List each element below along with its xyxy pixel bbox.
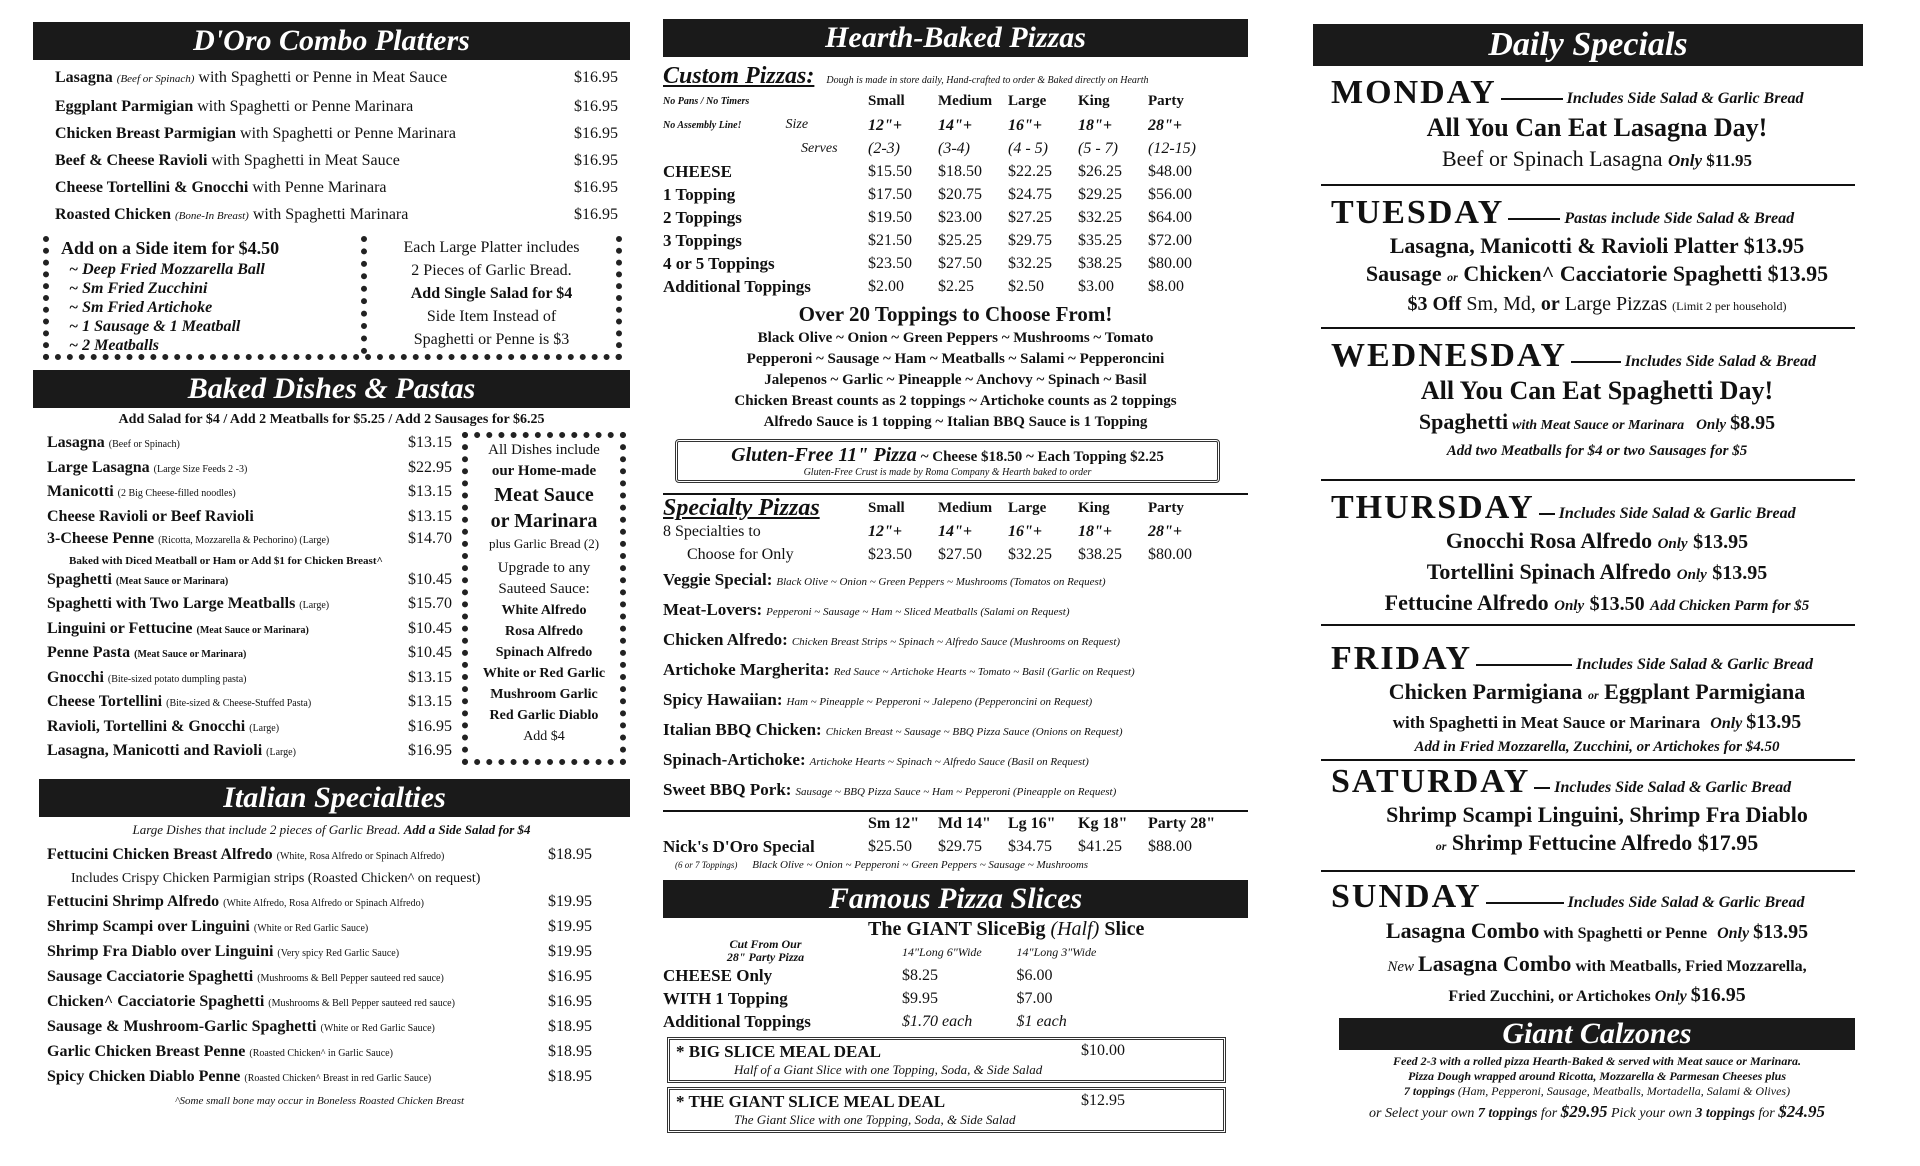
baked-item: Spaghetti (Meat Sauce or Marinara) $10.45 <box>47 570 452 588</box>
nicks-special-name: Nick's D'Oro Special <box>663 837 815 856</box>
italian-item: Spicy Chicken Diablo Penne (Roasted Chicken^ Breast in red Garlic Sauce) $18.95 <box>47 1067 592 1085</box>
side-items: Add on a Side item for $4.50 ~ Deep Fried Mozzarella Ball ~ Sm Fried Zucchini ~ Sm Fried Artichoke ~ 1 Sausage & 1 Meatball ~ 2 Meatballs <box>61 238 280 354</box>
combo-item: Cheese Tortellini & Gnocchi with Penne Marinara $16.95 <box>55 179 618 196</box>
pizza-row-3-toppings: 3 Toppings $21.50 $25.25 $29.75 $35.25 $72.00 <box>663 231 1192 250</box>
baked-item: Penne Pasta (Meat Sauce or Marinara) $10.45 <box>47 644 452 661</box>
divider <box>1321 624 1855 626</box>
combo-header: D'Oro Combo Platters <box>33 22 630 60</box>
italian-item: Garlic Chicken Breast Penne (Roasted Chicken^ in Garlic Sauce) $18.95 <box>47 1042 592 1060</box>
baked-item: Lasagna, Manicotti and Ravioli (Large) $16.95 <box>47 742 452 759</box>
left-column <box>33 0 630 1112</box>
custom-pizza-title-row <box>663 63 1248 90</box>
giant-slice-header: The GIANT Slice <box>868 918 1017 940</box>
pizza-row-additional: Additional Toppings $2.00 $2.25 $2.50 $3.00 $8.00 <box>663 277 1184 296</box>
combo-sides-box <box>43 236 622 360</box>
big-slice-deal: * BIG SLICE MEAL DEAL $10.00 Half of a Giant Slice with one Topping, Soda, & Side Salad <box>667 1037 1226 1083</box>
specialty-item: Sweet BBQ Pork: Sausage ~ BBQ Pizza Sauce ~ Ham ~ Pepperoni (Pineapple on Request) <box>663 780 1117 799</box>
divider <box>1321 870 1855 872</box>
pizza-row-1-topping: 1 Topping $17.50 $20.75 $24.75 $29.25 $56.00 <box>663 185 1192 204</box>
baked-header: Baked Dishes & Pastas <box>33 370 630 408</box>
baked-item: Manicotti (2 Big Cheese-filled noodles) $13.15 <box>47 483 452 500</box>
right-column <box>1313 0 1863 1127</box>
divider <box>1321 184 1855 186</box>
italian-intro: Large Dishes that include 2 pieces of Garlic Bread. Add a Side Salad for $4 <box>132 821 531 837</box>
baked-item: Cheese Ravioli or Beef Ravioli $13.15 <box>47 507 452 525</box>
specialty-list <box>663 566 1248 806</box>
italian-list <box>33 843 592 1112</box>
divider <box>1321 327 1855 329</box>
baked-sauce-box: All Dishes include our Home-made Meat Sauce or Marinara plus Garlic Bread (2) Upgrade to any Sauteed Sauce: White Alfredo Rosa Alfredo Spinach Alfredo White or Red Garlic Mushroom Garlic Red Garlic Diablo Add $4 <box>462 432 626 765</box>
pizza-header: Hearth-Baked Pizzas <box>663 19 1248 57</box>
specialty-item: Artichoke Margherita: Red Sauce ~ Artichoke Hearts ~ Tomato ~ Basil (Garlic on Request) <box>663 660 1135 679</box>
baked-item: Lasagna (Beef or Spinach) $13.15 <box>47 434 452 451</box>
slices-header: Famous Pizza Slices <box>663 880 1248 918</box>
specialty-item: Spicy Hawaiian: Ham ~ Pineapple ~ Pepperoni ~ Jalepeno (Pepperoncini on Request) <box>663 690 1093 709</box>
specialty-item: Chicken Alfredo: Chicken Breast Strips ~ Spinach ~ Alfredo Sauce (Mushrooms on Request) <box>663 630 1121 649</box>
baked-penne-note: Baked with Diced Meatball or Ham or Add $1 for Chicken Breast^ <box>69 554 383 567</box>
specialty-title: Specialty Pizzas <box>663 495 820 521</box>
italian-footnote: ^Some small bone may occur in Boneless Roasted Chicken Breast <box>174 1094 465 1107</box>
italian-header: Italian Specialties <box>39 779 630 817</box>
slice-row: Additional Toppings $1.70 each $1 each <box>663 1012 1067 1031</box>
italian-item: Chicken^ Cacciatorie Spaghetti (Mushrooms & Bell Pepper sauteed red sauce) $16.95 <box>47 992 592 1010</box>
tuesday-special: TUESDAY Pastas include Side Salad & Bread Lasagna, Manicotti & Ravioli Platter $13.95 Sausage or Chicken^ Cacciatorie Spaghetti $13.95 $3 Off Sm, Md, or Large Pizzas (Limit 2 per household) <box>1331 194 1829 315</box>
italian-item: Fettucini Chicken Breast Alfredo (White, Rosa Alfredo or Spinach Alfredo) $18.95 <box>47 845 592 863</box>
specialty-item: Meat-Lovers: Pepperoni ~ Sausage ~ Ham ~ Sliced Meatballs (Salami on Request) <box>663 600 1070 619</box>
baked-item: Linguini or Fettucine (Meat Sauce or Marinara) $10.45 <box>47 619 452 637</box>
combo-list <box>33 60 630 230</box>
baked-list <box>47 432 452 765</box>
slice-row: CHEESE Only $8.25 $6.00 <box>663 966 1053 985</box>
nicks-special-desc: (6 or 7 Toppings) Black Olive ~ Onion ~ Pepperoni ~ Green Peppers ~ Sausage ~ Mushrooms <box>675 859 1089 871</box>
calzones-pricing: or Select your own 7 toppings for $29.95 Pick your own 3 toppings for $24.95 <box>1369 1102 1825 1121</box>
giant-slice-deal: * THE GIANT SLICE MEAL DEAL $12.95 The Giant Slice with one Topping, Soda, & Side Salad <box>667 1087 1226 1133</box>
combo-item: Eggplant Parmigian with Spaghetti or Penne Marinara $16.95 <box>55 98 618 115</box>
italian-item: Shrimp Fra Diablo over Linguini (Very spicy Red Garlic Sauce) $19.95 <box>47 942 592 960</box>
combo-item: Beef & Cheese Ravioli with Spaghetti in Meat Sauce $16.95 <box>55 152 618 169</box>
middle-column <box>663 0 1248 1137</box>
friday-special: FRIDAY Includes Side Salad & Garlic Bread Chicken Parmigiana or Eggplant Parmigiana with Spaghetti in Meat Sauce or Marinara Only $13.95 Add in Fried Mozzarella, Zucchini, or Artichokes for $4.50 <box>1331 640 1813 755</box>
daily-header: Daily Specials <box>1313 24 1863 66</box>
combo-item: Lasagna (Beef or Spinach) with Spaghetti or Penne in Meat Sauce $16.95 <box>55 69 618 86</box>
specialty-pizza-table: Specialty Pizzas Small Medium Large King Party 8 Specialties to 12"+ 14"+ 16"+ 18"+ 28"+ Choose for Only $23.50 $27.50 $32.25 $38.25 $80.00 <box>663 495 1192 563</box>
pizza-row-4-5-toppings: 4 or 5 Toppings $23.50 $27.50 $32.25 $38.25 $80.00 <box>663 254 1192 273</box>
baked-addons: Add Salad for $4 / Add 2 Meatballs for $5.25 / Add 2 Sausages for $6.25 <box>118 412 545 427</box>
wednesday-special: WEDNESDAY Includes Side Salad & Bread All You Can Eat Spaghetti Day! Spaghetti with Meat Sauce or Marinara Only $8.95 Add two Meatballs for $4 or two Sausages for $5 <box>1331 337 1817 459</box>
specialty-item: Veggie Special: Black Olive ~ Onion ~ Green Peppers ~ Mushrooms (Tomatos on Request) <box>663 570 1106 589</box>
nicks-special-table: Sm 12" Md 14" Lg 16" Kg 18" Party 28" Nick's D'Oro Special $25.50 $29.75 $34.75 $41.25 $88.00 <box>663 815 1216 856</box>
italian-item: Sausage & Mushroom-Garlic Spaghetti (White or Red Garlic Sauce) $18.95 <box>47 1017 592 1035</box>
baked-body <box>33 432 630 765</box>
slices-table: Cut From Our 28" Party Pizza The GIANT Slice Big (Half) Slice 14"Long 6"Wide 14"Long 3"Wide CHEESE Only $8.25 $6.00 WITH 1 Topping $9.95 $7.00 Additional Toppings $1.70 each $1 each <box>663 918 1177 1033</box>
pizza-row-cheese: CHEESE $15.50 $18.50 $22.25 $26.25 $48.00 <box>663 162 1192 181</box>
divider <box>1321 759 1855 761</box>
custom-pizza-title: Custom Pizzas: <box>663 63 815 89</box>
italian-item: Sausage Cacciatorie Spaghetti (Mushrooms & Bell Pepper sauteed red sauce) $16.95 <box>47 967 592 985</box>
italian-item: Fettucini Shrimp Alfredo (White Alfredo, Rosa Alfredo or Spinach Alfredo) $19.95 <box>47 892 592 910</box>
baked-item: Gnocchi (Bite-sized potato dumpling pasta) $13.15 <box>47 668 452 686</box>
combo-item: Chicken Breast Parmigian with Spaghetti or Penne Marinara $16.95 <box>55 125 618 142</box>
slice-row: WITH 1 Topping $9.95 $7.00 <box>663 989 1053 1008</box>
baked-item: Cheese Tortellini (Bite-sized & Cheese-Stuffed Pasta) $13.15 <box>47 693 452 710</box>
specialty-item: Spinach-Artichoke: Artichoke Hearts ~ Spinach ~ Alfredo Sauce (Basil on Request) <box>663 750 1089 769</box>
toppings-title: Over 20 Toppings to Choose From! <box>798 302 1113 326</box>
specialty-item: Italian BBQ Chicken: Chicken Breast ~ Sausage ~ BBQ Pizza Sauce (Onions on Request) <box>663 720 1123 739</box>
baked-item: 3-Cheese Penne (Ricotta, Mozzarella & Pechorino) (Large) $14.70 <box>47 530 452 547</box>
thursday-special: THURSDAY Includes Side Salad & Garlic Bread Gnocchi Rosa Alfredo Only $13.95 Tortellini Spinach Alfredo Only $13.95 Fettucine Alfredo Only $13.50 Add Chicken Parm for $5 <box>1331 489 1810 615</box>
sunday-special: SUNDAY Includes Side Salad & Garlic Bread Lasagna Combo with Spaghetti or Penne Only $13.95 New Lasagna Combo with Meatballs, Fried Mozzarella, Fried Zucchini, or Artichokes Only $16.95 <box>1331 878 1809 1006</box>
saturday-special: SATURDAY Includes Side Salad & Garlic Bread Shrimp Scampi Linguini, Shrimp Fra Diablo or Shrimp Fettucine Alfredo $17.95 <box>1331 763 1808 855</box>
calzones-header: Giant Calzones <box>1339 1018 1855 1050</box>
toppings-list: Black Olive ~ Onion ~ Green Peppers ~ Mushrooms ~ Tomato Pepperoni ~ Sausage ~ Ham ~ Meatballs ~ Salami ~ Pepperoncini Jalepenos ~ Garlic ~ Pineapple ~ Anchovy ~ Spinach ~ Basil Chicken Breast counts as 2 toppings ~ Artichoke counts as 2 toppings Alfredo Sauce is 1 topping ~ Italian BBQ Sauce is 1 Topping <box>734 330 1177 430</box>
custom-pizza-note: Dough is made in store daily, Hand-crafted to order & Baked directly on Hearth <box>826 75 1149 86</box>
baked-item: Large Lasagna (Large Size Feeds 2 -3) $22.95 <box>47 458 452 476</box>
platter-info: Each Large Platter includes 2 Pieces of Garlic Bread. Add Single Salad for $4 Side Item Instead of Spaghetti or Penne is $3 <box>361 236 616 354</box>
italian-item: Shrimp Scampi over Linguini (White or Red Garlic Sauce) $19.95 <box>47 917 592 935</box>
baked-item: Ravioli, Tortellini & Gnocchi (Large) $16.95 <box>47 717 452 735</box>
divider <box>1321 479 1855 481</box>
gluten-free-box: Gluten-Free 11" Pizza ~ Cheese $18.50 ~ Each Topping $2.25 Gluten-Free Crust is made by Roma Company & Hearth baked to order <box>675 439 1220 483</box>
big-slice-header: Big (Half) Slice <box>1016 918 1145 940</box>
monday-special: MONDAY Includes Side Salad & Garlic Bread All You Can Eat Lasagna Day! Beef or Spinach Lasagna Only $11.95 <box>1331 74 1804 171</box>
calzones-desc: Feed 2-3 with a rolled pizza Hearth-Baked & served with Meat sauce or Marinara. Pizza Dough wrapped around Ricotta, Mozzarella & Parmesan Cheeses plus 7 toppings (Ham, Pepperoni, Sausage, Meatballs, Mortadella, Salami & Olives) <box>1392 1054 1801 1098</box>
combo-item: Roasted Chicken (Bone-In Breast) with Spaghetti Marinara $16.95 <box>55 206 618 223</box>
italian-note: Includes Crispy Chicken Parmigian strips (Roasted Chicken^ on request) <box>71 870 481 886</box>
pizza-row-2-toppings: 2 Toppings $19.50 $23.00 $27.25 $32.25 $64.00 <box>663 208 1192 227</box>
baked-item: Spaghetti with Two Large Meatballs (Large) $15.70 <box>47 595 452 612</box>
custom-pizza-table: No Pans / No Timers Small Medium Large King Party No Assembly Line! Size 12"+ 14"+ 16"+ 18"+ 28"+ Serves (2-3) (3-4) (4 - 5) (5 - 7) (12-15) CHEESE $15.50 $18.50 $22.25 $26.25 $48.00 1 Topping $17.50 $20.75 $24.75 $29.25 $56.00 2 Toppings $19.50 $23.00 $27.25 $32.25 $64.00 3 Toppings $21.50 $25.25 $29.75 $35.25 $72.00 4 or 5 Toppings $23.50 $27.50 $32.25 $38.25 $80.00 Additional Toppings $2.00 $2.25 $2.50 $3.00 $8.00 <box>663 90 1218 298</box>
